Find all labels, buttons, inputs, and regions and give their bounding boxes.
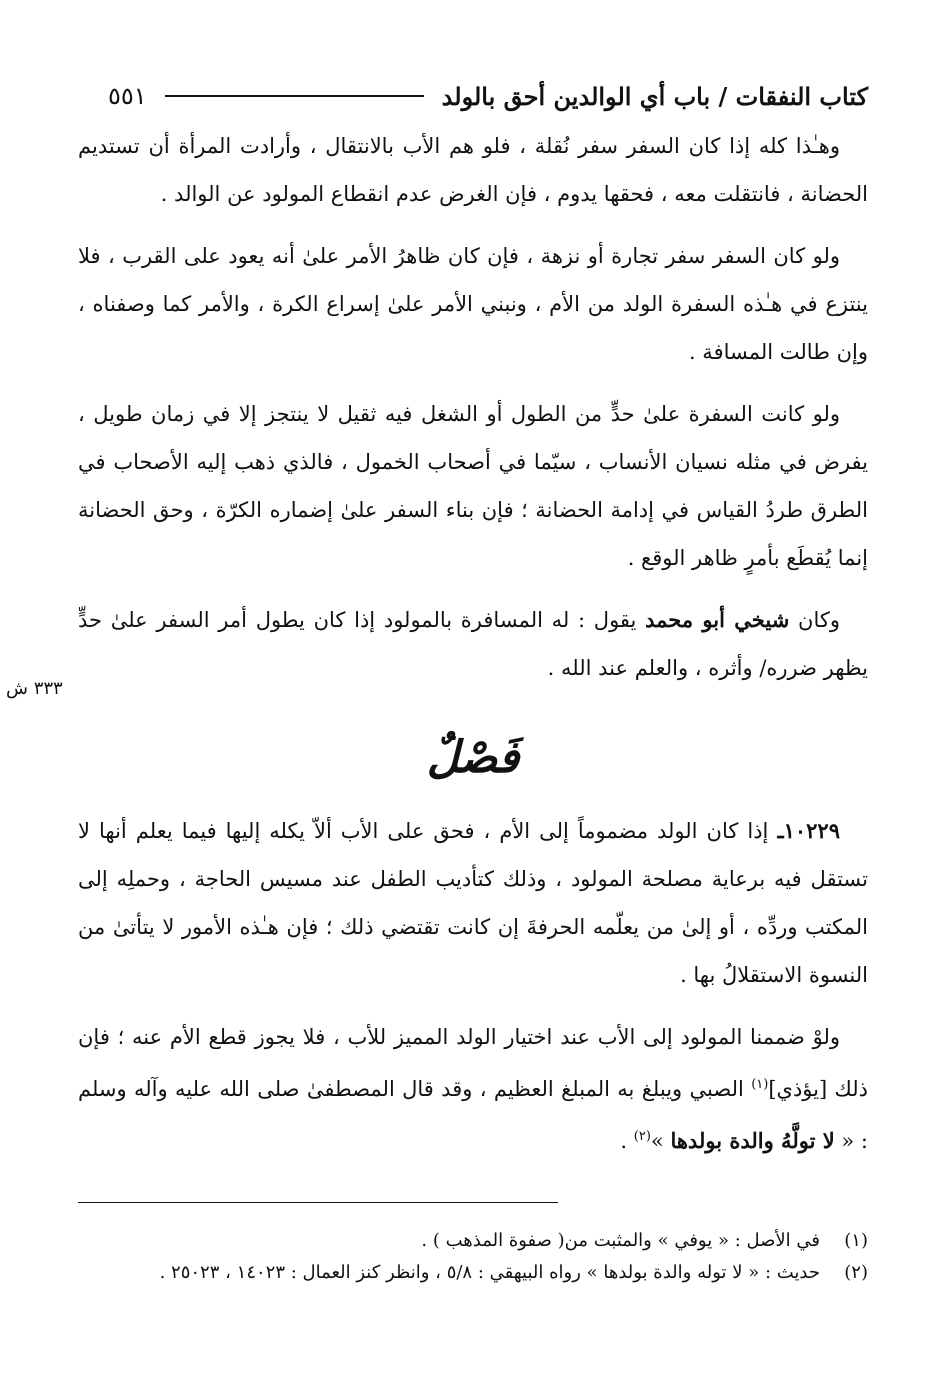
footnotes [78,1192,868,1289]
running-header [78,70,868,122]
footnote-2 [78,1257,868,1289]
para4-start: وكان [798,608,840,632]
footnote-1-text: في الأصل : « يوفي » والمثبت من( صفوة المذهب ) . [421,1230,820,1251]
paragraph-6 [78,1013,868,1165]
header-rule [165,95,424,97]
paragraph-4 [78,596,868,692]
p6-close-quote: » [650,1129,664,1153]
page-number: ٥٥١ [108,82,147,110]
footnote-ref-1[interactable]: (١) [751,1077,769,1092]
hadith-text: لا تولَّهُ والدة بولدها [670,1128,835,1153]
footnote-1 [78,1225,868,1257]
header-title: كتاب النفقات / باب أي الوالدين أحق بالولد [441,81,868,111]
footnote-ref-2[interactable]: (٢) [633,1129,651,1144]
footnote-rule [78,1202,558,1203]
paragraph-1: وهـٰذا كله إذا كان السفر سفر نُقلة ، فلو هم الأب بالانتقال ، وأرادت المرأة أن تستديم الحضانة ، فانتقلت معه ، فحقها يدوم ، فإن الغرض عدم انقطاع المولود عن الوالد . [78,134,868,206]
p6-end: . [620,1129,628,1153]
footnote-2-text: حديث : « لا توله والدة بولدها » رواه البيهقي : ٥/٨ ، وانظر كنز العمال : ١٤٠٢٣ ، ٢٥٠٢٣ . [159,1262,820,1283]
p6-part-a: ولوْ ضممنا المولود إلى الأب عند اختيار الولد المميز للأب ، فلا يجوز قطع الأم عنه ؛ فإن ذلك [يؤذي] [78,1025,868,1101]
paragraph-3: ولو كانت السفرة علىٰ حدٍّ من الطول أو الشغل فيه ثقيل لا ينتجز إلا في زمان طويل ، يفرض في مثله نسيان الأنساب ، سيّما في أصحاب الخمول ، فالذي ذهب إليه الأصحاب في الطرق طردُ القياس في إدامة الحضانة ؛ فإن بناء السفر علىٰ إضماره الكرّة ، وحق الحضانة إنما يُقطَع بأمرٍ ظاهر الوقع . [78,402,868,570]
margin-note: ٣٣٣ ش [6,678,63,699]
page-body [78,70,868,1179]
p6-part-b: الصبي ويبلغ به المبلغ العظيم ، وقد قال المصطفىٰ صلى الله عليه وآله وسلم : « [78,1077,868,1153]
paragraph-5-text: إذا كان الولد مضموماً إلى الأم ، فحق على الأب ألاّ يكله إليها فيما يعلم أنها لا تستقل فيه برعاية مصلحة المولود ، وذلك كتأديب الطفل عند مسيس الحاجة ، وحملِه إلى المكتب وردِّه ، أو إلىٰ من يعلّمه الحرفةَ إن كانت تقتضي ذلك ؛ فإن هـٰذه الأمور لا يتأتىٰ من النسوة الاستقلالُ بها . [78,819,868,987]
paragraph-2: ولو كان السفر سفر تجارة أو نزهة ، فإن كان ظاهرُ الأمر علىٰ أنه يعود على القرب ، فلا ينتزع في هـٰذه السفرة الولد من الأم ، ونبني الأمر علىٰ إسراع الكرة ، والأمر كما وصفناه ، وإن طالت المسافة . [78,244,868,364]
footnote-1-number: (١) [844,1230,868,1251]
footnote-2-number: (٢) [844,1262,868,1283]
para4-bold-name: شيخي أبو محمد [645,607,790,632]
paragraph-5 [78,807,868,999]
issue-number: ١٠٢٢٩ـ [777,818,840,843]
section-heading: فَصْلٌ [426,732,520,783]
para4-rest: يقول : له المسافرة بالمولود إذا كان يطول أمر السفر علىٰ حدٍّ يظهر ضرره/ وأثره ، والعلم عند الله . [78,608,868,680]
